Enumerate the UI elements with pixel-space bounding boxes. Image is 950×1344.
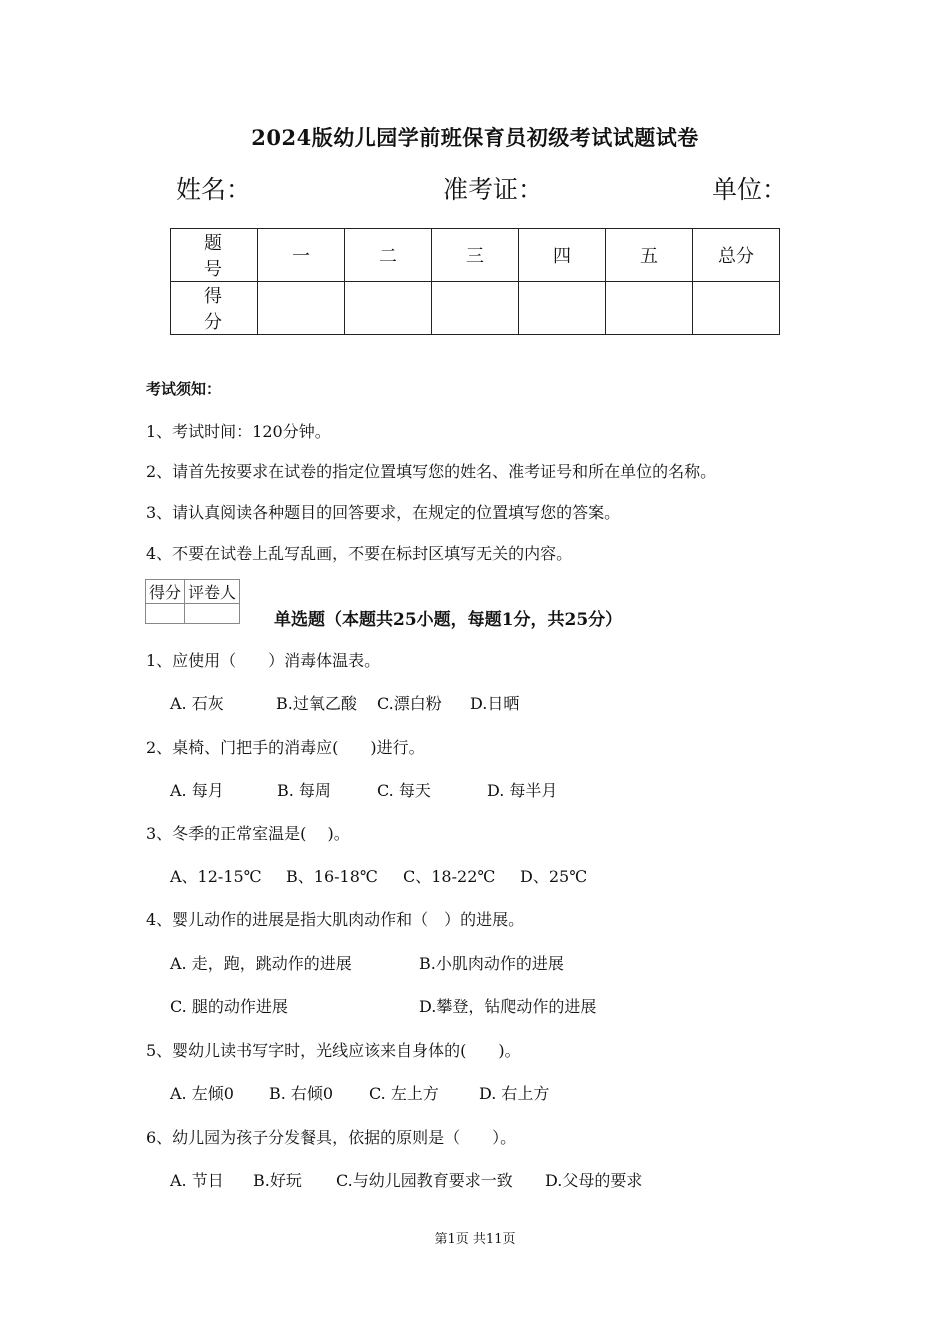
score-table-col-1: 一 xyxy=(258,229,345,282)
score-table-header-label: 题 号 xyxy=(171,229,258,282)
question-stem: 5、婴幼儿读书写字时，光线应该来自身体的( )。 xyxy=(146,1041,521,1060)
grader-score-cell[interactable] xyxy=(146,604,185,624)
option: B.过氧乙酸 xyxy=(276,694,357,713)
exam-id-label: 准考证： xyxy=(443,175,544,204)
option: C、18-22℃ xyxy=(403,867,496,886)
option: B.小肌肉动作的进展 xyxy=(419,954,564,973)
score-table-col-4: 四 xyxy=(519,229,606,282)
grader-name-cell[interactable] xyxy=(185,604,240,624)
option: A. 左倾0 xyxy=(170,1084,234,1103)
notice-item: 4、不要在试卷上乱写乱画，不要在标封区填写无关的内容。 xyxy=(146,544,573,563)
score-cell-total[interactable] xyxy=(693,282,780,335)
name-label: 姓名： xyxy=(176,175,252,204)
score-table-col-3: 三 xyxy=(432,229,519,282)
option: B. 每周 xyxy=(277,781,331,800)
option: A. 走，跑，跳动作的进展 xyxy=(170,954,352,973)
score-cell-1[interactable] xyxy=(258,282,345,335)
option: A. 石灰 xyxy=(170,694,224,713)
question-stem: 6、幼儿园为孩子分发餐具，依据的原则是（ ）。 xyxy=(146,1128,517,1147)
question-stem: 3、冬季的正常室温是( )。 xyxy=(146,824,350,843)
option: D.攀登，钻爬动作的进展 xyxy=(419,997,597,1016)
option: D. 右上方 xyxy=(479,1084,550,1103)
option: B. 右倾0 xyxy=(269,1084,334,1103)
notice-heading: 考试须知： xyxy=(146,380,222,398)
page-title: 2024版幼儿园学前班保育员初级考试试题试卷 xyxy=(251,125,699,150)
score-table xyxy=(170,228,780,335)
option: C. 腿的动作进展 xyxy=(170,997,288,1016)
score-cell-3[interactable] xyxy=(432,282,519,335)
option: C.与幼儿园教育要求一致 xyxy=(336,1171,513,1190)
question-stem: 1、应使用（ ）消毒体温表。 xyxy=(146,651,381,670)
score-cell-4[interactable] xyxy=(519,282,606,335)
option: B.好玩 xyxy=(253,1171,302,1190)
question-stem: 2、桌椅、门把手的消毒应( )进行。 xyxy=(146,738,425,757)
notice-item: 3、请认真阅读各种题目的回答要求，在规定的位置填写您的答案。 xyxy=(146,503,621,522)
grader-name-label: 评卷人 xyxy=(185,580,240,604)
unit-label: 单位： xyxy=(712,175,788,204)
option: D、25℃ xyxy=(520,867,588,886)
option: D.父母的要求 xyxy=(545,1171,643,1190)
grader-box xyxy=(145,579,240,624)
option: A、12-15℃ xyxy=(170,867,262,886)
notice-item: 1、考试时间：120分钟。 xyxy=(146,422,331,441)
grader-score-label: 得分 xyxy=(146,580,185,604)
option: C.漂白粉 xyxy=(377,694,442,713)
score-table-col-5: 五 xyxy=(606,229,693,282)
option: B、16-18℃ xyxy=(286,867,378,886)
score-table-col-2: 二 xyxy=(345,229,432,282)
option: D.日晒 xyxy=(470,694,520,713)
score-table-col-total: 总分 xyxy=(693,229,780,282)
page-footer: 第1页 共11页 xyxy=(434,1232,516,1247)
option: D. 每半月 xyxy=(487,781,558,800)
section-title: 单选题（本题共25小题，每题1分，共25分） xyxy=(274,610,623,630)
option: C. 每天 xyxy=(377,781,431,800)
option: C. 左上方 xyxy=(369,1084,439,1103)
option: A. 节日 xyxy=(170,1171,224,1190)
score-row-label: 得 分 xyxy=(171,282,258,335)
score-cell-5[interactable] xyxy=(606,282,693,335)
score-cell-2[interactable] xyxy=(345,282,432,335)
question-stem: 4、婴儿动作的进展是指大肌肉动作和（ ）的进展。 xyxy=(146,910,525,929)
notice-item: 2、请首先按要求在试卷的指定位置填写您的姓名、准考证号和所在单位的名称。 xyxy=(146,462,717,481)
option: A. 每月 xyxy=(170,781,224,800)
